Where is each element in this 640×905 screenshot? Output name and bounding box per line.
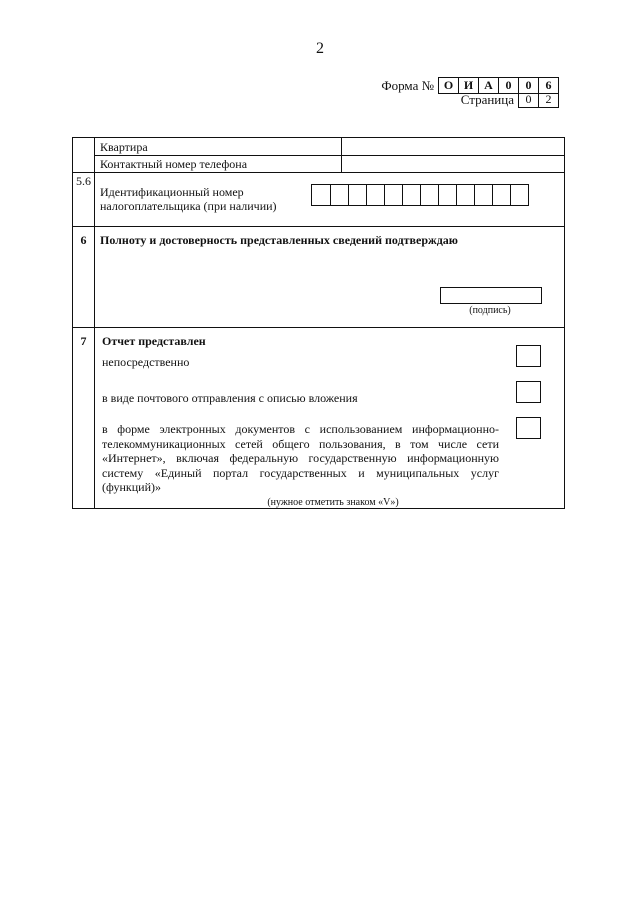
inn-input-cells[interactable] [311, 184, 529, 206]
form-code-cell: И [458, 78, 478, 93]
row-divider [73, 226, 564, 227]
inn-digit-box[interactable] [330, 185, 348, 205]
option-electronic-checkbox[interactable] [516, 417, 541, 439]
inn-label-line1: Идентификационный номер [100, 185, 244, 199]
inn-digit-box[interactable] [384, 185, 402, 205]
inn-digit-box[interactable] [456, 185, 474, 205]
row-divider [94, 155, 564, 156]
inn-label-line2: налогоплательщика (при наличии) [100, 199, 277, 213]
inn-digit-box[interactable] [474, 185, 492, 205]
page-code-cell: 2 [538, 92, 558, 107]
form-code-cell: А [478, 78, 498, 93]
number-column-divider [94, 138, 95, 508]
row-number-7: 7 [80, 334, 87, 348]
option-mail-label: в виде почтового отправления с описью вложения [102, 391, 358, 405]
inn-digit-box[interactable] [510, 185, 528, 205]
row-divider [73, 172, 564, 173]
inn-digit-box[interactable] [402, 185, 420, 205]
inn-digit-box[interactable] [438, 185, 456, 205]
check-mark-note: (нужное отметить знаком «V») [267, 497, 399, 508]
form-code-cell: 0 [518, 78, 538, 93]
inn-digit-box[interactable] [312, 185, 330, 205]
inn-digit-box[interactable] [348, 185, 366, 205]
option-mail-checkbox[interactable] [516, 381, 541, 403]
page-code-cell: 0 [525, 92, 532, 106]
page-code [461, 92, 559, 108]
option-direct-checkbox[interactable] [516, 345, 541, 367]
row-number-5-6: 5.6 [76, 174, 91, 188]
confirm-title: Полноту и достоверность представленных сведений подтверждаю [100, 233, 458, 247]
form-table [72, 137, 565, 509]
form-code-cell: 6 [538, 78, 558, 93]
inn-digit-box[interactable] [420, 185, 438, 205]
form-code-label: Форма № [381, 77, 434, 93]
phone-label: Контактный номер телефона [100, 157, 248, 171]
signature-field[interactable] [440, 287, 542, 304]
submission-title: Отчет представлен [102, 334, 206, 348]
inn-digit-box[interactable] [366, 185, 384, 205]
page-code-label: Страница [460, 92, 514, 107]
signature-caption: (подпись) [469, 305, 511, 316]
form-code-cell: О [443, 78, 454, 92]
inn-digit-box[interactable] [492, 185, 510, 205]
option-electronic-label: в форме электронных документов с использованием информационно-телекоммуникационных сетей общего пользования, в том числе сети «Интернет», включая федеральную государственную информационную систему «Единый портал государственных и муниципальных услуг (функций)» [102, 422, 499, 494]
form-code-cell: 0 [498, 78, 518, 93]
page-number: 2 [316, 40, 324, 57]
apartment-label: Квартира [100, 140, 148, 154]
row-divider [73, 327, 564, 328]
page-code-cells [518, 92, 559, 108]
row-number-6: 6 [80, 233, 87, 247]
option-direct-label: непосредственно [102, 355, 190, 369]
